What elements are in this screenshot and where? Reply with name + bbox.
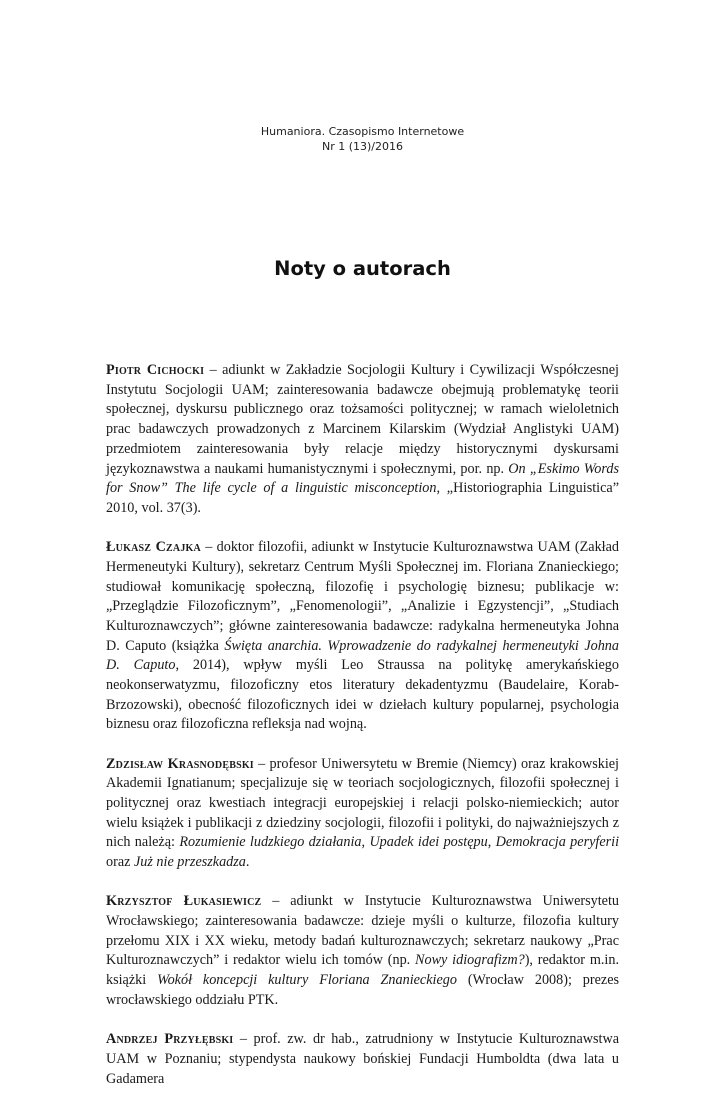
page-title: Noty o autorach — [274, 257, 451, 280]
author-note — [106, 538, 619, 735]
note-text: , — [361, 834, 370, 851]
note-text: – prof. zw. dr hab., zatrudniony w Instytucie Kulturoznawstwa UAM w Poznaniu; stypendysta naukowy bońskiej Fundacji Humboldta (dwa lata u Gadamera — [106, 1031, 620, 1087]
note-text: , 2014), wpływ myśli Leo Straussa na politykę amerykańskiego neokonserwatyzmu, filozoficzny etos literatury dekadentyzmu (Baudelaire, Korab-Brzozowski), obecność filozoficznych idei w dziełach kultury popularnej, psychologia biznesu oraz filozoficzna refleksja nad wojną. — [106, 657, 619, 733]
note-text: oraz — [106, 854, 134, 871]
author-name: Łukasz Czajka — [106, 539, 201, 556]
note-text: – profesor Uniwersytetu w Bremie (Niemcy) oraz krakowskiej Akademii Ignatianum; specjalizuje się w teoriach socjologicznych, filozofii społecznej i politycznej oraz kwestiach integracji europejskiej i relacji polsko-niemieckich; autor wielu książek i publikacji z dziedziny socjologii, filozofii i polityki, do najważniejszych z nich należą: — [106, 755, 619, 851]
work-title: Nowy idiografizm? — [415, 952, 525, 969]
author-name: Zdzisław Krasnodębski — [106, 755, 254, 772]
note-text: – adiunkt w Instytucie Kulturoznawstwa Uniwersytetu Wrocławskiego; zainteresowania badawcze: dzieje myśli o kulturze, filozofia kultury przełomu XIX i XX wieku, metody badań kulturoznawczych; sekretarz naukowy „Prac Kulturoznawczych” i redaktor wielu ich tomów (np. — [106, 893, 619, 969]
work-title: Święta anarchia. Wprowadzenie do radykalnej hermeneutyki Johna D. Caputo — [106, 637, 619, 674]
note-text: ), redaktor m.in. książki — [106, 952, 620, 989]
journal-name: Humaniora. Czasopismo Internetowe — [260, 125, 465, 138]
note-text: , — [487, 834, 496, 851]
running-header — [0, 124, 725, 154]
author-note — [106, 755, 619, 873]
issue-number: Nr 1 (13)/2016 — [321, 140, 404, 153]
work-title: On „Eskimo Words for Snow” The life cycle of a linguistic misconception — [106, 460, 619, 497]
author-note — [106, 361, 619, 519]
work-title: Rozumienie ludzkiego działania — [179, 834, 362, 851]
author-note — [106, 892, 619, 1010]
note-text: , „Historiographia Linguistica” 2010, vol. 37(3). — [106, 480, 619, 516]
work-title: Demokracja peryferii — [495, 834, 620, 851]
work-title: Upadek idei postępu — [369, 834, 488, 851]
author-note — [106, 1030, 619, 1089]
note-text: – doktor filozofii, adiunkt w Instytucie Kulturoznawstwa UAM (Zakład Hermeneutyki Kultury), sekretarz Centrum Myśli Społecznej im. Floriana Znanieckiego; studiował komunikację społeczną, filozofię i psychologię biznesu; publikacje w: „Przeglądzie Filozoficznym”, „Fenomenologii”, „Analizie i Egzystencji”, „Studiach Kulturoznawczych”; główne zainteresowania badawcze: radykalna hermeneutyka Johna D. Caputo (książka — [106, 539, 619, 654]
work-title: Już nie przeszkadza — [133, 854, 246, 871]
note-text: . — [245, 854, 250, 871]
work-title: Wokół koncepcji kultury Floriana Znanieckiego — [157, 972, 457, 989]
note-text: – adiunkt w Zakładzie Socjologii Kultury i Cywilizacji Współczesnej Instytutu Socjologii UAM; zainteresowania badawcze obejmują problematykę teorii społecznej, dyskursu publicznego oraz tożsamości politycznej; w ramach wieloletnich prac badawczych prowadzonych z Marcinem Kilarskim (Wydział Anglistyki UAM) przedmiotem zainteresowania były relacje między historycznymi dyskursami językoznawstwa a naukami humanistycznymi i społecznymi, por. np. — [106, 362, 619, 477]
author-name: Piotr Cichocki — [106, 362, 205, 378]
note-text: (Wrocław 2008); prezes wrocławskiego oddziału PTK. — [106, 972, 620, 1008]
author-notes — [106, 361, 619, 1109]
author-name: Krzysztof Łukasiewicz — [106, 893, 262, 910]
author-name: Andrzej Przyłębski — [106, 1031, 234, 1048]
